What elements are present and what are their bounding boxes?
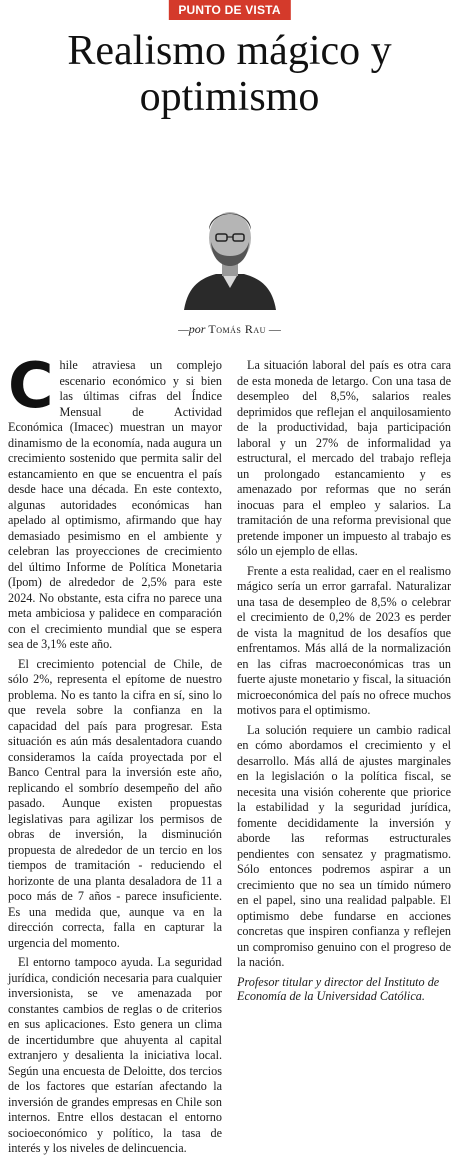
article-paragraph-5: Frente a esta realidad, caer en el realismo mágico sería un error garrafal. Naturalizar una tasa de desempleo de 8,5% o celebrar el crecimiento de 0,2% de 2023 es perder de vista la magnitud de los desafíos que enfrentamos. Más allá de la normalización en las cifras macroeconómicas tras un fuerte ajuste monetario y fiscal, la situación microeconómica del país no ofrece muchos motivos para el optimismo.	[237, 563, 451, 717]
paragraph-text: hile atraviesa un complejo escenario económico y si bien las últimas cifras del Índice Mensual de Actividad Económica (Imacec) muestran un mayor dinamismo de la economía, nada augura un crecimiento sostenido que permita salir del estancamiento en que se encuentra el país desde hace una década. En este contexto, algunas autoridades económicas han apelado al optimismo, afirmando que hay demasiado pesimismo en el ambiente y celebran las proyecciones de crecimiento del último Informe de Política Monetaria (Ipom) de alrededor de 2,5% para este 2024. No obstante, esta cifra no parece una meta ambiciosa y palidece en comparación con el crecimiento mundial que se espera sea de 3,1% este año.	[8, 358, 222, 651]
byline-prefix: —por	[178, 322, 206, 336]
byline	[0, 322, 459, 337]
article-column-right	[237, 358, 451, 1007]
article-paragraph-6: La solución requiere un cambio radical en cómo abordamos el crecimiento y el desarrollo. Más allá de ajustes marginales en la legislación o la política fiscal, se necesita una visión coherente que priorice la estabilidad y la seguridad jurídica, fomente decididamente la inversión y aborde las reformas estructurales pendientes con sensatez y pragmatismo. Sólo entonces podremos aspirar a un crecimiento que no sea un tímido número en el papel, sino una realidad palpable. El optimismo debe fundarse en acciones concretas que inspiren confianza y reflejen un compromiso genuino con el progreso de la nación.	[237, 722, 451, 969]
byline-author: Tomás Rau	[208, 322, 266, 336]
article-paragraph-2: El crecimiento potencial de Chile, de sólo 2%, representa el epítome de nuestro problema. No es tanto la cifra en sí, sino lo que revela sobre la confianza en la capacidad del país para progresar. Esta situación es aún más desalentadora cuando consideramos la caída proyectada por el Banco Central para la inversión este año, replicando el sombrío desempeño del año pasado. Aunque existen propuestas legislativas para agilizar los permisos de obras de inversión, la disminución propuesta de alrededor de un tercio en los tiempos de tramitación - reduciendo el horizonte de una planta desaladora de 11 a poco más de 7 años - parece insuficiente. Es una medida que, aunque va en la dirección correcta, falla en capturar la urgencia del momento.	[8, 656, 222, 950]
article-paragraph-3: El entorno tampoco ayuda. La seguridad jurídica, condición necesaria para cualquier inversionista, se ve amenazada por constantes cambios de reglas o de criterios en sus aplicaciones. Esto genera un clima de incertidumbre que ahuyenta al capital extranjero y desalienta la iniciativa local. Según una encuesta de Deloitte, dos tercios de los factores que estarían afectando la inversión de grandes empresas en Chile son internos. Entre ellos destacan el entorno socioeconómico y político, la tasa de interés y los niveles de delincuencia.	[8, 955, 222, 1155]
headline: Realismo mágico y optimismo	[67, 28, 392, 120]
article-paragraph-1	[8, 349, 222, 653]
article-column-left	[8, 349, 222, 1161]
drop-cap: C	[8, 349, 54, 422]
author-credentials: Profesor titular y director del Instituto de Economía de la Universidad Católica.	[237, 974, 440, 1003]
article-paragraph-4: La situación laboral del país es otra cara de esta moneda de letargo. Con una tasa de desempleo del 8,5%, salarios reales deprimidos que reflejan el anquilosamiento de la productividad, baja participación laboral y un 27% de informalidad ya estructural, el mercado del trabajo refleja un prolongado estancamiento y es amenazado por reformas que no serán inocuas para el empleo y salarios. La tramitación de una reforma previsional que pretende imponer un impuesto al trabajo es sólo un ejemplo de ellas.	[237, 358, 451, 558]
section-kicker: PUNTO DE VISTA	[168, 0, 290, 20]
byline-suffix: —	[268, 322, 281, 336]
author-portrait	[180, 190, 280, 310]
